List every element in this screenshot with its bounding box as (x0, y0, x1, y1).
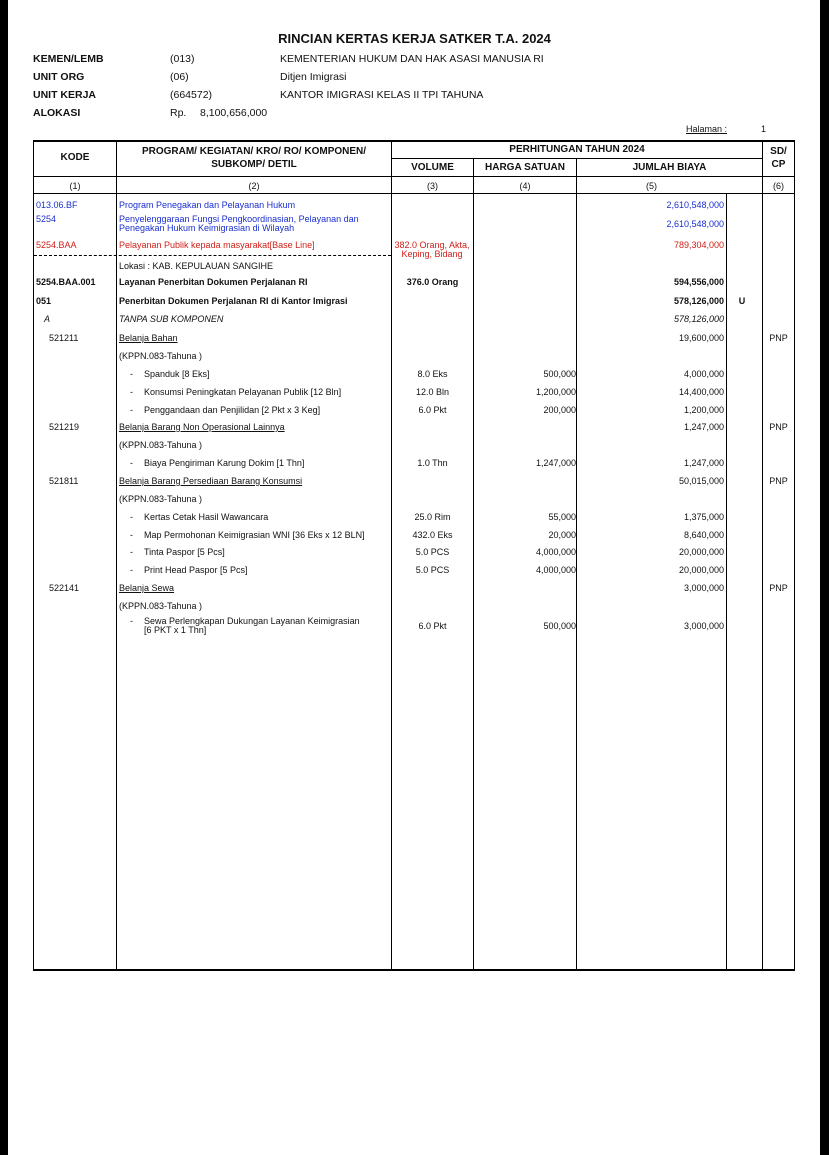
row-description: (KPPN.083-Tahuna ) (119, 440, 203, 450)
bullet-dash: - (130, 369, 133, 379)
colnum-3: (3) (427, 181, 438, 191)
row-harga-satuan: 4,000,000 (535, 565, 576, 575)
page-number: 1 (761, 124, 767, 134)
row-harga-satuan: 20,000 (548, 530, 576, 540)
header-code: (664572) (170, 89, 213, 101)
document-title: RINCIAN KERTAS KERJA SATKER T.A. 2024 (278, 31, 551, 46)
row-volume: 432.0 Eks (412, 530, 453, 540)
row-description: Belanja Sewa (119, 583, 175, 593)
row-kode: A (44, 314, 51, 324)
row-sd-cp: PNP (769, 422, 788, 432)
row-description: Belanja Bahan (119, 333, 178, 343)
row-jumlah-biaya: 4,000,000 (683, 369, 724, 379)
bullet-dash: - (130, 458, 133, 468)
row-volume: 8.0 Eks (417, 369, 448, 379)
colnum-1: (1) (69, 181, 81, 191)
row-volume-2: Keping, Bidang (401, 249, 463, 259)
bullet-dash: - (130, 405, 133, 415)
row-description: (KPPN.083-Tahuna ) (119, 351, 203, 361)
row-kode: 521211 (49, 333, 79, 343)
row-jumlah-biaya: 20,000,000 (678, 565, 724, 575)
header-code: (013) (170, 53, 195, 65)
row-harga-satuan: 4,000,000 (535, 547, 576, 557)
row-description: Belanja Barang Non Operasional Lainnya (119, 422, 285, 432)
row-jumlah-biaya: 789,304,000 (673, 240, 724, 250)
row-volume: 5.0 PCS (415, 565, 450, 575)
header-label: UNIT ORG (33, 71, 85, 83)
row-jumlah-biaya: 20,000,000 (678, 547, 724, 557)
row-harga-satuan: 200,000 (543, 405, 576, 415)
row-description: Belanja Barang Persediaan Barang Konsumsi (119, 476, 303, 486)
row-description: Penyelenggaraan Fungsi Pengkoordinasian, Pelayanan dan (119, 214, 359, 224)
row-description: Map Permohonan Keimigrasian WNI [36 Eks x 12 BLN] (144, 530, 365, 540)
row-kode: 521811 (49, 476, 79, 486)
row-description: Print Head Paspor [5 Pcs] (144, 565, 248, 575)
header-value: KANTOR IMIGRASI KELAS II TPI TAHUNA (280, 89, 484, 101)
row-description: TANPA SUB KOMPONEN (119, 314, 224, 324)
row-description: Sewa Perlengkapan Dukungan Layanan Keimigrasian (144, 616, 360, 626)
bullet-dash: - (130, 512, 133, 522)
row-jumlah-biaya: 14,400,000 (678, 387, 724, 397)
row-description: Penggandaan dan Penjilidan [2 Pkt x 3 Keg] (144, 405, 321, 415)
row-volume: 12.0 Bln (415, 387, 450, 397)
row-sd-cp: PNP (769, 333, 788, 343)
header-cp: CP (771, 159, 786, 170)
row-kode: 051 (36, 296, 52, 306)
header-kode: KODE (60, 152, 90, 163)
header-value: 8,100,656,000 (200, 107, 268, 119)
row-description-2: Penegakan Hukum Keimigrasian di Wilayah (119, 223, 295, 233)
row-description: Lokasi : KAB. KEPULAUAN SANGIHE (119, 261, 274, 271)
header-perhitungan: PERHITUNGAN TAHUN 2024 (509, 144, 645, 155)
header-value: Ditjen Imigrasi (280, 71, 347, 83)
row-harga-satuan: 55,000 (548, 512, 576, 522)
row-jumlah-biaya: 8,640,000 (683, 530, 724, 540)
row-volume: 6.0 Pkt (418, 621, 447, 631)
row-description-2: [6 PKT x 1 Thn] (144, 625, 207, 635)
row-jumlah-biaya: 2,610,548,000 (666, 219, 724, 229)
row-harga-satuan: 500,000 (543, 369, 576, 379)
row-jumlah-biaya: 594,556,000 (673, 277, 724, 287)
header-sd: SD/ (770, 146, 787, 157)
row-description: Konsumsi Peningkatan Pelayanan Publik [12 Bln] (144, 387, 342, 397)
row-harga-satuan: 1,200,000 (535, 387, 576, 397)
row-sd-cp: PNP (769, 583, 788, 593)
row-jumlah-biaya: 578,126,000 (673, 296, 724, 306)
colnum-6: (6) (773, 181, 784, 191)
row-description: Pelayanan Publik kepada masyarakat[Base Line] (119, 240, 315, 250)
colnum-4: (4) (519, 181, 531, 191)
row-description: Penerbitan Dokumen Perjalanan RI di Kantor Imigrasi (119, 296, 348, 306)
row-description: Tinta Paspor [5 Pcs] (144, 547, 225, 557)
row-volume: 6.0 Pkt (418, 405, 447, 415)
colnum-5: (5) (646, 181, 657, 191)
row-harga-satuan: 1,247,000 (535, 458, 576, 468)
row-description: (KPPN.083-Tahuna ) (119, 601, 203, 611)
row-kode: 013.06.BF (36, 200, 78, 210)
row-jumlah-biaya: 2,610,548,000 (666, 200, 724, 210)
bullet-dash: - (130, 387, 133, 397)
row-jumlah-biaya: 50,015,000 (678, 476, 724, 486)
header-harga-satuan: HARGA SATUAN (485, 162, 565, 173)
row-kode: 5254 (36, 214, 57, 224)
bullet-dash: - (130, 616, 133, 626)
header-label: KEMEN/LEMB (33, 53, 104, 65)
header-code: (06) (170, 71, 189, 83)
header-code: Rp. (170, 107, 187, 119)
row-volume: 1.0 Thn (417, 458, 448, 468)
row-jumlah-biaya: 3,000,000 (683, 621, 724, 631)
header-program-2: SUBKOMP/ DETIL (211, 159, 297, 170)
row-jumlah-biaya: 578,126,000 (673, 314, 724, 324)
row-sd-cp: PNP (769, 476, 788, 486)
bullet-dash: - (130, 547, 133, 557)
row-description: Program Penegakan dan Pelayanan Hukum (119, 200, 296, 210)
row-description: (KPPN.083-Tahuna ) (119, 494, 203, 504)
row-description: Kertas Cetak Hasil Wawancara (144, 512, 269, 522)
page-label: Halaman : (686, 124, 728, 134)
bullet-dash: - (130, 565, 133, 575)
row-flag: U (738, 296, 746, 306)
row-kode: 5254.BAA.001 (36, 277, 96, 287)
colnum-2: (2) (248, 181, 260, 191)
row-harga-satuan: 500,000 (543, 621, 576, 631)
document-page (8, 0, 820, 1155)
row-jumlah-biaya: 1,200,000 (683, 405, 724, 415)
header-label: ALOKASI (33, 107, 81, 119)
row-description: Layanan Penerbitan Dokumen Perjalanan RI (119, 277, 308, 287)
header-volume: VOLUME (411, 162, 454, 173)
row-jumlah-biaya: 1,247,000 (683, 458, 724, 468)
row-description: Spanduk [8 Eks] (144, 369, 210, 379)
row-volume: 376.0 Orang (406, 277, 459, 287)
header-program: PROGRAM/ KEGIATAN/ KRO/ RO/ KOMPONEN/ (141, 146, 367, 157)
row-volume: 5.0 PCS (415, 547, 450, 557)
header-value: KEMENTERIAN HUKUM DAN HAK ASASI MANUSIA RI (280, 53, 544, 65)
row-jumlah-biaya: 3,000,000 (683, 583, 724, 593)
row-jumlah-biaya: 19,600,000 (678, 333, 724, 343)
header-jumlah-biaya: JUMLAH BIAYA (632, 162, 707, 173)
row-volume: 25.0 Rim (414, 512, 451, 522)
row-kode: 5254.BAA (36, 240, 77, 250)
bullet-dash: - (130, 530, 133, 540)
row-kode: 522141 (49, 583, 80, 593)
header-label: UNIT KERJA (33, 89, 97, 101)
row-kode: 521219 (49, 422, 80, 432)
row-volume: 382.0 Orang, Akta, (394, 240, 470, 250)
row-jumlah-biaya: 1,375,000 (683, 512, 724, 522)
row-description: Biaya Pengiriman Karung Dokim [1 Thn] (144, 458, 305, 468)
row-jumlah-biaya: 1,247,000 (683, 422, 724, 432)
